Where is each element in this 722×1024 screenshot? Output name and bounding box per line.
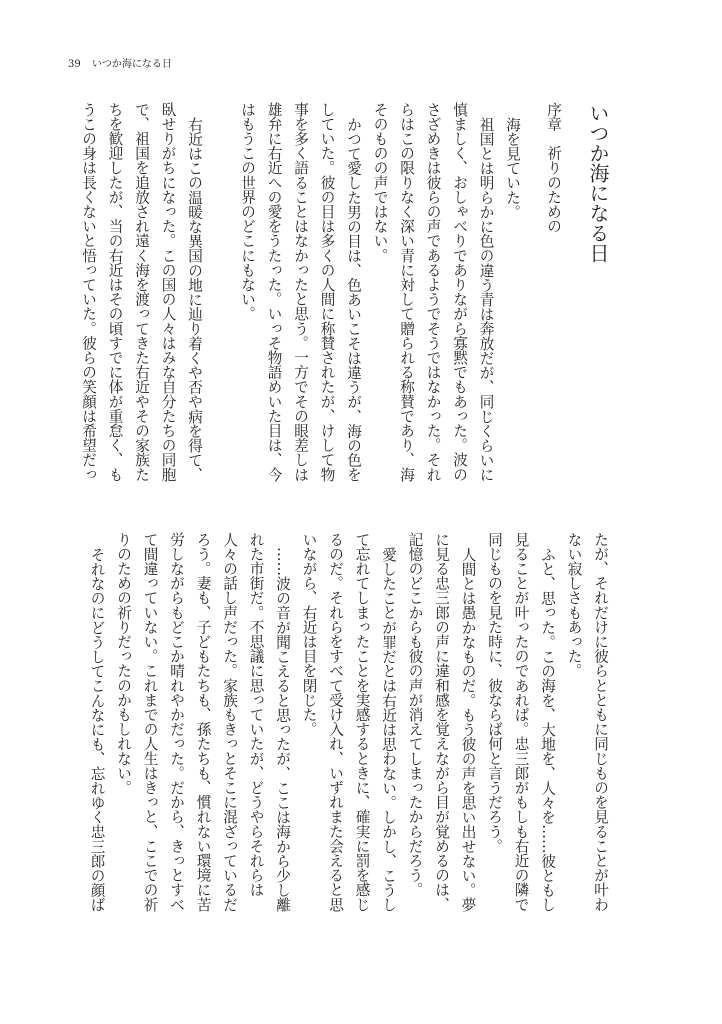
text-line: 労しながらもどこか晴れやかだった。だから、きっとすべ — [168, 532, 185, 912]
text-line: 記憶のどこからも彼の声が消えてしまったからだろう。 — [406, 532, 424, 897]
text-line: はもうこの世界のどこにもない。 — [239, 102, 256, 321]
text-line: いながら、右近は目を閉じた。 — [300, 532, 318, 737]
text-line: 慎ましく、おしゃべりでありながら寡黙でもあった。波の — [451, 102, 468, 482]
text-line: 祖国とは明らかに色の違う青は奔放だが、同じくらいに — [477, 116, 495, 482]
text-line: ちを歓迎したが、当の右近はその頃すでに体が重怠く、も — [106, 102, 124, 482]
text-line: 人間とは愚かなものだ。もう彼の声を思い出せない。夢 — [459, 546, 477, 912]
text-line: ……波の音が聞こえると思ったが、ここは海から少し離 — [274, 546, 291, 912]
text-line: 臥せりがちになった。この国の人々はみな自分たちの同胞 — [159, 102, 177, 482]
text-line: 同じものを見た時に、彼ならば何と言うだろう。 — [486, 532, 503, 854]
body-text-lower — [83, 532, 613, 913]
text-line: それなのにどうしてこんなにも、忘れゆく忠三郎の顔ば — [88, 546, 106, 912]
text-line: 海を見ていた。 — [504, 116, 521, 219]
text-line: していた。彼の目は多くの人間に称賛されたが、けして物 — [318, 102, 336, 482]
text-line: そのものの声ではない。 — [371, 102, 389, 263]
text-line: たが、それだけに彼らとともに同じものを見ることが叶わ — [592, 532, 609, 912]
text-line: れた市街だ。不思議に思っていたが、どうやらそれらは — [247, 532, 265, 897]
text-line: 愛したことが罪だとは右近は思わない。しかし、こうし — [380, 546, 397, 912]
text-line: かつて愛した男の目は、色あいこそは違うが、海の色を — [345, 116, 362, 482]
running-header — [68, 55, 172, 70]
text-line: 見ることが叶ったのであれば。忠三郎がもしも右近の隣で — [512, 532, 530, 912]
running-title: いつか海になる日 — [91, 59, 172, 70]
text-line: りのための祈りだったのかもしれない。 — [115, 532, 132, 795]
text-line: ない寂しさもあった。 — [565, 532, 583, 678]
text-line: て忘れてしまったことを実感するときに、確実に罰を感じ — [353, 532, 371, 912]
text-line: で、祖国を追放され遠く海を渡ってきた右近やその家族た — [133, 102, 150, 482]
text-line: に見る忠三郎の声に違和感を覚えながら目が覚めるのは、 — [433, 532, 450, 912]
story-title: いつか海になる日 — [586, 103, 610, 263]
chapter-heading: 序章 祈りのための — [545, 102, 562, 234]
text-line: さざめきは彼らの声であるようでそうではなかった。それ — [424, 102, 442, 482]
text-line: うこの身は長くないと悟っていた。彼らの笑顔は希望だっ — [80, 102, 97, 482]
blank-line — [207, 102, 234, 483]
text-line: らはこの限りなく深い青に対して贈られる称賛であり、海 — [398, 102, 415, 482]
page-number: 39 — [68, 59, 81, 70]
text-line: 右近はこの温暖な異国の地に辿り着くや否や病を得て、 — [186, 116, 203, 482]
text-line: 人々の話し声だった。家族もきっとそこに混ざっているだ — [221, 532, 238, 912]
text-line: 事を多く語ることはなかったと思う。一方でその眼差しは — [292, 102, 309, 482]
text-line: ろう。妻も、子どもたちも、孫たちも、慣れない環境に苦 — [194, 532, 212, 912]
text-line: て間違っていない。これまでの人生はきっと、ここでの祈 — [141, 532, 159, 912]
text-line: 雄弁に右近への愛をうたった。いっそ物語めいた目は、今 — [265, 102, 283, 482]
text-line: ふと、思った。この海を、大地を、人々を……彼ともし — [539, 546, 556, 912]
text-line: るのだ。それらをすべて受け入れ、いずれまた会えると思 — [327, 532, 344, 912]
body-text-upper — [75, 102, 526, 483]
